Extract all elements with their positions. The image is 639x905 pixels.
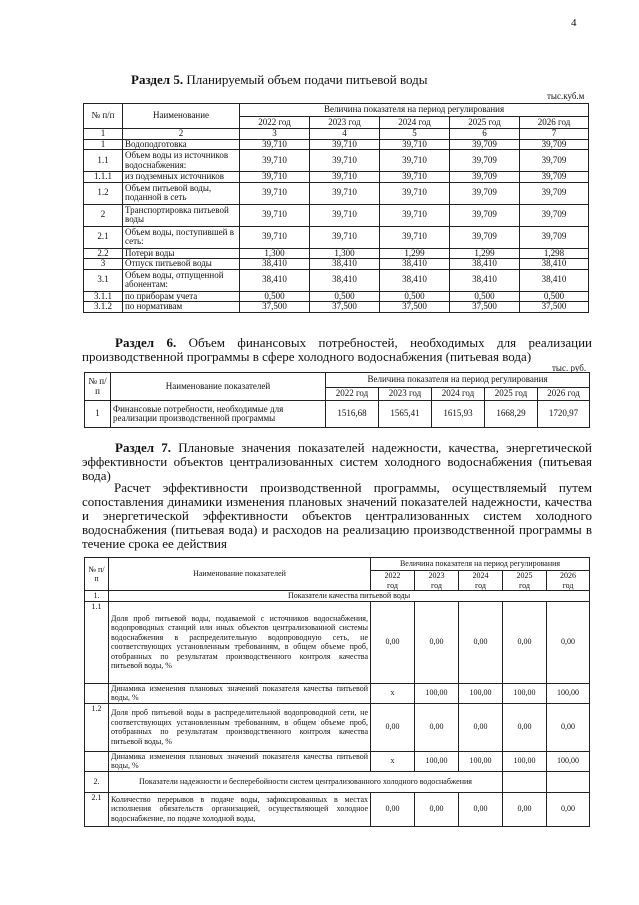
row-value: 39,710: [310, 172, 380, 183]
row-name: Потери воды: [123, 248, 240, 259]
row-value: 39,710: [240, 139, 310, 150]
row-value: 39,710: [310, 150, 380, 172]
financial-needs-table: [84, 372, 590, 428]
year-header: 2026 год: [538, 388, 590, 401]
section-7-heading: Раздел 7. Плановые значения показателей надежности, качества, энергетической эффективности объектов централизованных систем холодного водоснабжения (питьевая вода): [82, 440, 593, 483]
section-6-unit: тыс. руб.: [552, 363, 587, 373]
row-name: Объем воды, поступившей в сеть:: [123, 226, 240, 248]
row-name: Объем питьевой воды, поданной в сеть: [123, 182, 240, 204]
row-value: 100,00: [547, 751, 590, 771]
row-value: 0,500: [310, 291, 380, 302]
row-value: 0,00: [415, 703, 459, 751]
year-header: [547, 571, 590, 591]
year-header: 2025 год: [485, 388, 538, 401]
empty-cell: [547, 771, 590, 792]
col-group-header: Величина показателя на период регулирования: [326, 373, 590, 388]
year-header: 2022 год: [326, 388, 379, 401]
row-value: 37,500: [520, 302, 589, 313]
row-value: 0,00: [415, 792, 459, 826]
row-value: 39,710: [310, 204, 380, 226]
row-value: 100,00: [415, 751, 459, 771]
year-unit: год: [475, 580, 486, 590]
row-value: 100,00: [415, 683, 459, 703]
subsection-title: Показатели надежности и бесперебойности систем централизованного холодного водоснабжения: [109, 771, 503, 792]
col-group-header: Величина показателя на период регулирования: [371, 558, 590, 571]
year-header: 2022 год: [240, 117, 310, 129]
row-value: 1,300: [310, 248, 380, 259]
row-name: Водоподготовка: [123, 139, 240, 150]
year-value: 2023: [428, 571, 445, 580]
column-number: 3: [240, 129, 310, 140]
row-value: 100,00: [459, 683, 503, 703]
row-value: 39,710: [310, 226, 380, 248]
row-value: 39,710: [380, 204, 450, 226]
row-number: 1.1: [84, 150, 123, 172]
row-value: 0,00: [503, 792, 547, 826]
row-value: 0,00: [371, 792, 415, 826]
row-value: 0,00: [547, 792, 590, 826]
row-value: 38,410: [380, 259, 450, 270]
row-name: Количество перерывов в подаче воды, зафиксированных в местах исполнения обязательств организацией, осуществляющей холодное водоснабжение, по подаче холодной воды,: [109, 792, 371, 826]
col-num-header: № п/п: [85, 558, 109, 591]
row-value: 39,709: [520, 139, 589, 150]
row-value: 1668,29: [485, 401, 538, 428]
row-name: по нормативам: [123, 302, 240, 313]
section-5-heading: Раздел 5. Планируемый объем подачи питьевой воды: [131, 72, 428, 87]
row-name: Динамика изменения плановых значений показателя качества питьевой воды, %: [109, 683, 371, 703]
table-row: [85, 401, 590, 428]
row-value: 1,299: [380, 248, 450, 259]
row-value: 39,709: [520, 226, 589, 248]
table-row: [85, 703, 590, 751]
table-row: [84, 204, 589, 226]
table-row: [84, 150, 589, 172]
row-name: Объем воды, отпущенной абонентам:: [123, 269, 240, 291]
section-7-paragraph: Расчет эффективности производственной программы, осуществляемый путем сопоставления динамики изменения плановых значений показателей надежности, качества и энергетической эффективности объектов централизованных систем холодного водоснабжения (питьевая вода) и расходов на реализацию производственной программы в течение срока ее действия: [82, 480, 592, 551]
row-number: 1: [85, 401, 111, 428]
row-value: 39,710: [380, 150, 450, 172]
row-number: 2: [84, 204, 123, 226]
row-value: 0,00: [547, 601, 590, 683]
row-value: 1,300: [240, 248, 310, 259]
row-value: x: [371, 751, 415, 771]
water-supply-table: [83, 103, 589, 313]
row-number: 2.1: [85, 792, 109, 826]
row-name: Динамика изменения плановых значений показателя качества питьевой воды, %: [109, 751, 371, 771]
row-value: 38,410: [240, 259, 310, 270]
col-group-header: Величина показателя на период регулирования: [240, 104, 589, 117]
row-name: по приборам учета: [123, 291, 240, 302]
table-row: [85, 601, 590, 683]
year-header: 2023 год: [379, 388, 432, 401]
row-value: 39,709: [450, 172, 520, 183]
section-6-heading: Раздел 6. Объем финансовых потребностей, необходимых для реализации производственной программы в сфере холодного водоснабжения (питьевая вода): [82, 335, 592, 364]
row-number: 1: [84, 139, 123, 150]
row-value: 0,00: [547, 703, 590, 751]
row-number: 3: [84, 259, 123, 270]
year-value: 2025: [516, 571, 533, 580]
table-row: [84, 139, 589, 150]
subsection-row: [85, 771, 590, 792]
row-value: 39,709: [450, 182, 520, 204]
column-number: 5: [380, 129, 450, 140]
row-number: 2.1: [84, 226, 123, 248]
row-value: 39,709: [520, 150, 589, 172]
year-unit: год: [431, 580, 442, 590]
row-value: 38,410: [450, 269, 520, 291]
row-value: 38,410: [450, 259, 520, 270]
row-number: 1.1.1: [84, 172, 123, 183]
row-number: 2.: [85, 771, 109, 792]
row-name: из подземных источников: [123, 172, 240, 183]
row-value: 39,710: [380, 172, 450, 183]
year-header: [415, 571, 459, 591]
empty-cell: [503, 771, 547, 792]
table-row: [84, 248, 589, 259]
row-value: 39,709: [450, 139, 520, 150]
year-header: [503, 571, 547, 591]
row-value: 0,00: [503, 601, 547, 683]
year-header: 2025 год: [450, 117, 520, 129]
row-value: 39,710: [310, 182, 380, 204]
row-number: 1.: [85, 591, 109, 602]
row-value: 0,500: [380, 291, 450, 302]
row-value: 39,710: [240, 226, 310, 248]
table-row: [85, 751, 590, 771]
row-name: Объем воды из источников водоснабжения:: [123, 150, 240, 172]
row-value: 37,500: [450, 302, 520, 313]
row-value: 1,298: [520, 248, 589, 259]
table-row: [84, 302, 589, 313]
row-value: 1720,97: [538, 401, 590, 428]
row-value: 39,710: [240, 172, 310, 183]
table-row: [84, 172, 589, 183]
row-value: 1,299: [450, 248, 520, 259]
row-number: 3.1.1: [84, 291, 123, 302]
year-header: 2024 год: [432, 388, 485, 401]
year-value: 2026: [560, 571, 577, 580]
table-row: [84, 259, 589, 270]
row-value: 39,710: [240, 204, 310, 226]
col-num-header: № п/п: [85, 373, 111, 401]
col-name-header: Наименование: [123, 104, 240, 129]
year-header: 2023 год: [310, 117, 380, 129]
year-header: 2026 год: [520, 117, 589, 129]
row-value: 39,710: [310, 139, 380, 150]
column-number: 7: [520, 129, 589, 140]
row-value: 39,710: [240, 150, 310, 172]
empty-cell: [85, 751, 109, 771]
year-header: [371, 571, 415, 591]
row-value: 0,00: [459, 792, 503, 826]
subsection-row: [85, 591, 590, 602]
row-value: 39,709: [520, 204, 589, 226]
indicators-table: [84, 557, 590, 827]
col-name-header: Наименование показателей: [109, 558, 371, 591]
column-number: 1: [84, 129, 123, 140]
row-number: 2.2: [84, 248, 123, 259]
year-value: 2022: [384, 571, 401, 580]
row-value: 0,00: [371, 703, 415, 751]
year-value: 2024: [472, 571, 489, 580]
row-value: 37,500: [380, 302, 450, 313]
row-value: 1516,68: [326, 401, 379, 428]
table-row: [84, 182, 589, 204]
year-unit: год: [387, 580, 398, 590]
row-name: Доля проб питьевой воды в распределительной водопроводной сети, не соответствующих установленным требованиям, в общем объеме проб, отобранных по результатам производственного контроля качества питьевой воды, %: [109, 703, 371, 751]
row-value: 100,00: [503, 683, 547, 703]
row-value: 38,410: [380, 269, 450, 291]
column-number: 2: [123, 129, 240, 140]
column-number: 6: [450, 129, 520, 140]
col-name-header: Наименование показателей: [111, 373, 326, 401]
row-value: 39,710: [380, 139, 450, 150]
row-number: 1.2: [84, 182, 123, 204]
row-value: 0,00: [415, 601, 459, 683]
row-value: 100,00: [503, 751, 547, 771]
row-value: 38,410: [310, 269, 380, 291]
row-number: 1.1: [85, 601, 109, 683]
empty-cell: [85, 683, 109, 703]
table-row: [85, 683, 590, 703]
row-value: 38,410: [310, 259, 380, 270]
row-name: Транспортировка питьевой воды: [123, 204, 240, 226]
row-value: 39,710: [380, 226, 450, 248]
row-value: 0,500: [520, 291, 589, 302]
subsection-title: Показатели качества питьевой воды: [109, 591, 590, 602]
column-number: 4: [310, 129, 380, 140]
row-value: 39,709: [520, 172, 589, 183]
row-value: 37,500: [240, 302, 310, 313]
row-value: 0,00: [371, 601, 415, 683]
row-value: 39,709: [450, 226, 520, 248]
row-value: 0,500: [450, 291, 520, 302]
year-unit: год: [562, 580, 574, 590]
row-value: 1615,93: [432, 401, 485, 428]
row-value: 39,709: [520, 182, 589, 204]
table-row: [84, 226, 589, 248]
table-row: [84, 269, 589, 291]
table-row: [84, 291, 589, 302]
row-value: 39,709: [450, 204, 520, 226]
col-num-header: № п/п: [84, 104, 123, 129]
row-value: 38,410: [240, 269, 310, 291]
section-5-unit: тыс.куб.м: [547, 91, 585, 101]
row-value: 38,410: [520, 269, 589, 291]
year-unit: год: [519, 580, 530, 590]
page-number: 4: [571, 17, 577, 29]
row-value: 0,00: [503, 703, 547, 751]
row-value: 0,500: [240, 291, 310, 302]
row-name: Доля проб питьевой воды, подаваемой с источников водоснабжения, водопроводных станций или иных объектов централизованной системы водоснабжения в распределительную водопроводную сеть, не соответствующих установленным требованиям, в общем объеме проб, отобранных по результатам производственного контроля качества питьевой воды, %: [109, 601, 371, 683]
row-value: 39,710: [380, 182, 450, 204]
row-number: 1.2: [85, 703, 109, 751]
row-name: Отпуск питьевой воды: [123, 259, 240, 270]
row-value: 0,00: [459, 703, 503, 751]
year-header: [459, 571, 503, 591]
row-name: Финансовые потребности, необходимые для реализации производственной программы: [111, 401, 326, 428]
row-value: 37,500: [310, 302, 380, 313]
row-number: 3.1.2: [84, 302, 123, 313]
row-value: 38,410: [520, 259, 589, 270]
row-value: 39,710: [240, 182, 310, 204]
row-value: 0,00: [459, 601, 503, 683]
row-number: 3.1: [84, 269, 123, 291]
year-header: 2024 год: [380, 117, 450, 129]
row-value: 39,709: [450, 150, 520, 172]
row-value: 100,00: [547, 683, 590, 703]
row-value: x: [371, 683, 415, 703]
row-value: 100,00: [459, 751, 503, 771]
row-value: 1565,41: [379, 401, 432, 428]
table-row: [85, 792, 590, 826]
